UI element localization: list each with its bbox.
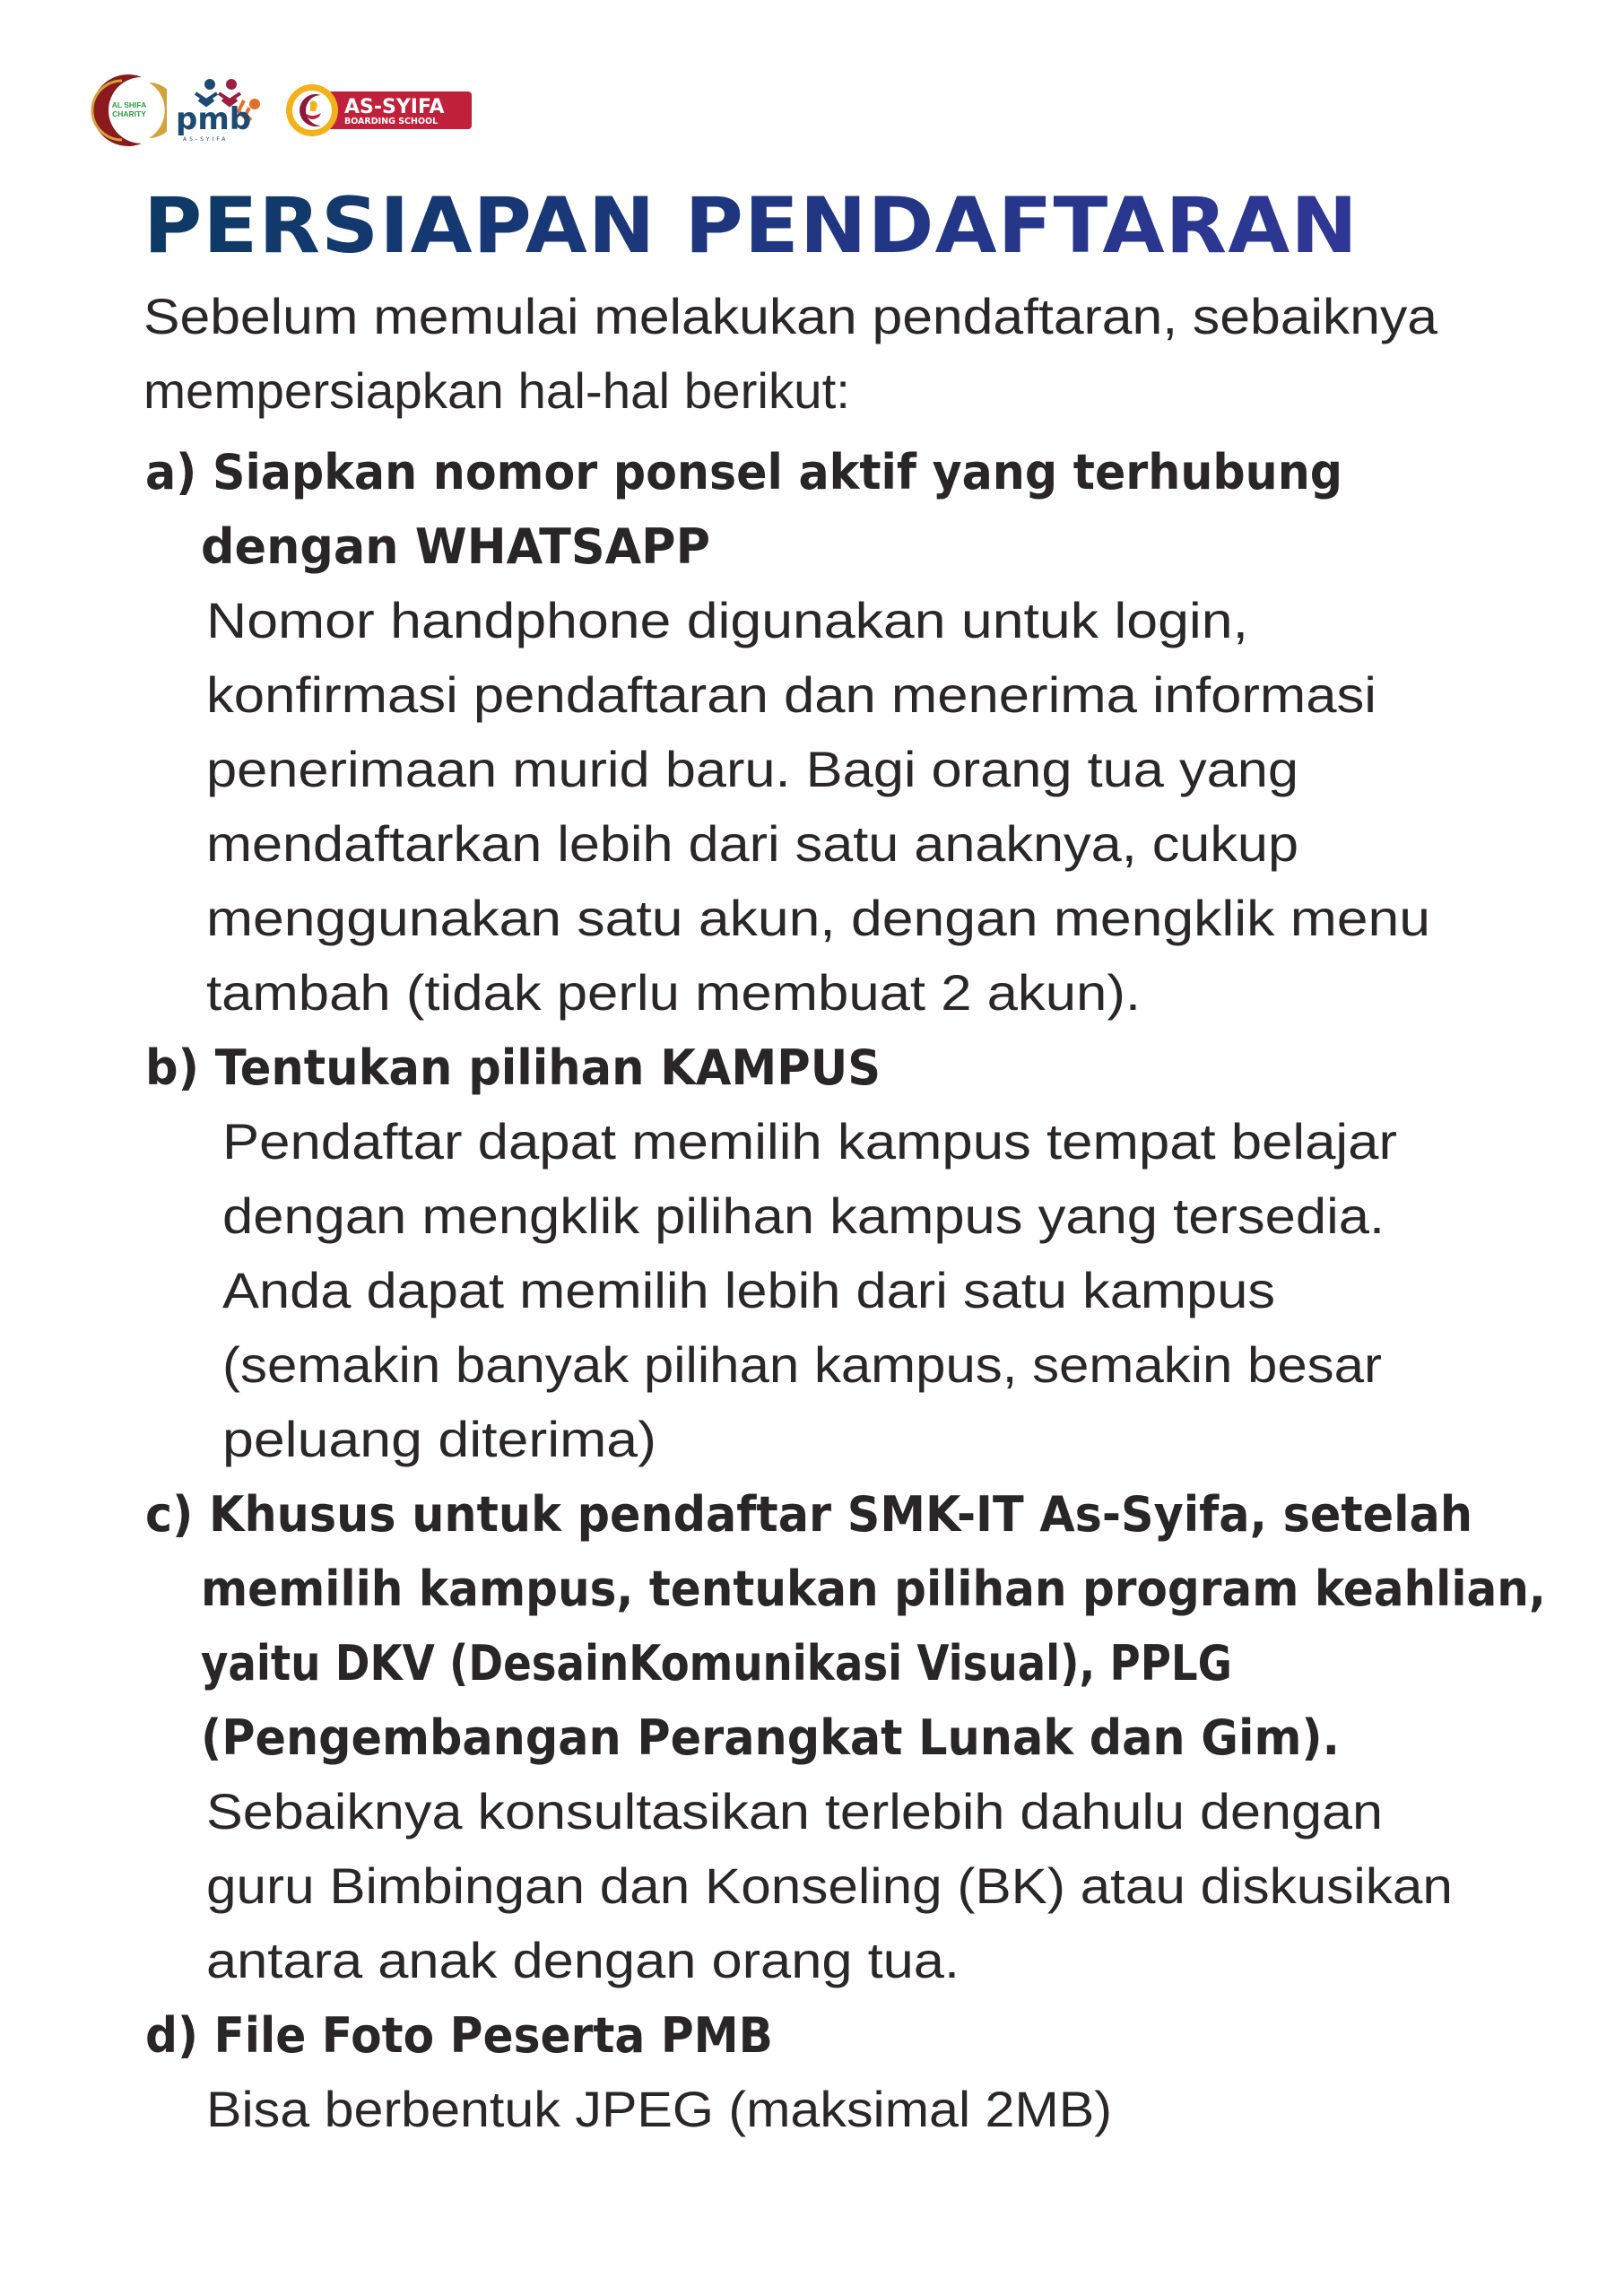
item-b-body: Anda dapat memilih lebih dari satu kampus [222,1261,1276,1318]
item-c-body: antara anak dengan orang tua. [206,1931,960,1988]
alshifa-charity-logo [86,70,167,151]
item-c-body: guru Bimbingan dan Konseling (BK) atau diskusikan [206,1857,1453,1914]
alshifa-logo-text: AL SHIFA [111,100,147,109]
item-c-heading: yaitu DKV (DesainKomunikasi Visual), PPLG [201,1634,1232,1692]
pmb-logo-text: pmb [176,101,252,137]
svg-text:AS-SYIFA: AS-SYIFA [183,136,229,143]
pmb-logo [176,75,274,144]
intro-line: Sebelum memulai melakukan pendaftaran, sebaiknya [143,287,1438,344]
item-a-body: tambah (tidak perlu membuat 2 akun). [206,963,1142,1021]
item-a-body: penerimaan murid baru. Bagi orang tua yang [206,740,1299,797]
item-c-body: Sebaiknya konsultasikan terlebih dahulu dengan [206,1782,1383,1839]
item-c-heading: (Pengembangan Perangkat Lunak dan Gim). [201,1709,1340,1766]
item-b-heading: b) Tentukan pilihan KAMPUS [145,1039,881,1096]
item-a-heading: a) Siapkan nomor ponsel aktif yang terhubung [145,443,1343,500]
item-b-body: (semakin banyak pilihan kampus, semakin besar [222,1335,1382,1393]
item-a-body: Nomor handphone digunakan untuk login, [206,591,1248,648]
svg-text:CHARITY: CHARITY [112,109,146,118]
item-a-body: menggunakan satu akun, dengan mengklik menu [206,889,1431,946]
item-a-body: mendaftarkan lebih dari satu anaknya, cukup [206,814,1299,872]
page-title: PERSIAPAN PENDAFTARAN [143,181,1359,271]
item-c-heading: memilih kampus, tentukan pilihan program keahlian, [201,1560,1546,1617]
item-c-heading: c) Khusus untuk pendaftar SMK-IT As-Syifa, setelah [145,1485,1473,1543]
item-d-heading: d) File Foto Peserta PMB [145,2006,773,2064]
assyifa-logo-main: AS-SYIFA [344,96,445,118]
assyifa-boarding-school-logo [285,77,473,145]
assyifa-logo-sub: BOARDING SCHOOL [344,117,439,126]
logo-bar [86,66,481,156]
intro-line: mempersiapkan hal-hal berikut: [143,361,850,419]
item-d-body: Bisa berbentuk JPEG (maksimal 2MB) [206,2080,1112,2137]
item-b-body: dengan mengklik pilihan kampus yang tersedia. [222,1187,1385,1244]
item-b-body: peluang diterima) [222,1410,657,1467]
item-a-heading: dengan WHATSAPP [201,517,711,575]
item-a-body: konfirmasi pendaftaran dan menerima informasi [206,665,1376,723]
item-b-body: Pendaftar dapat memilih kampus tempat belajar [222,1112,1398,1170]
